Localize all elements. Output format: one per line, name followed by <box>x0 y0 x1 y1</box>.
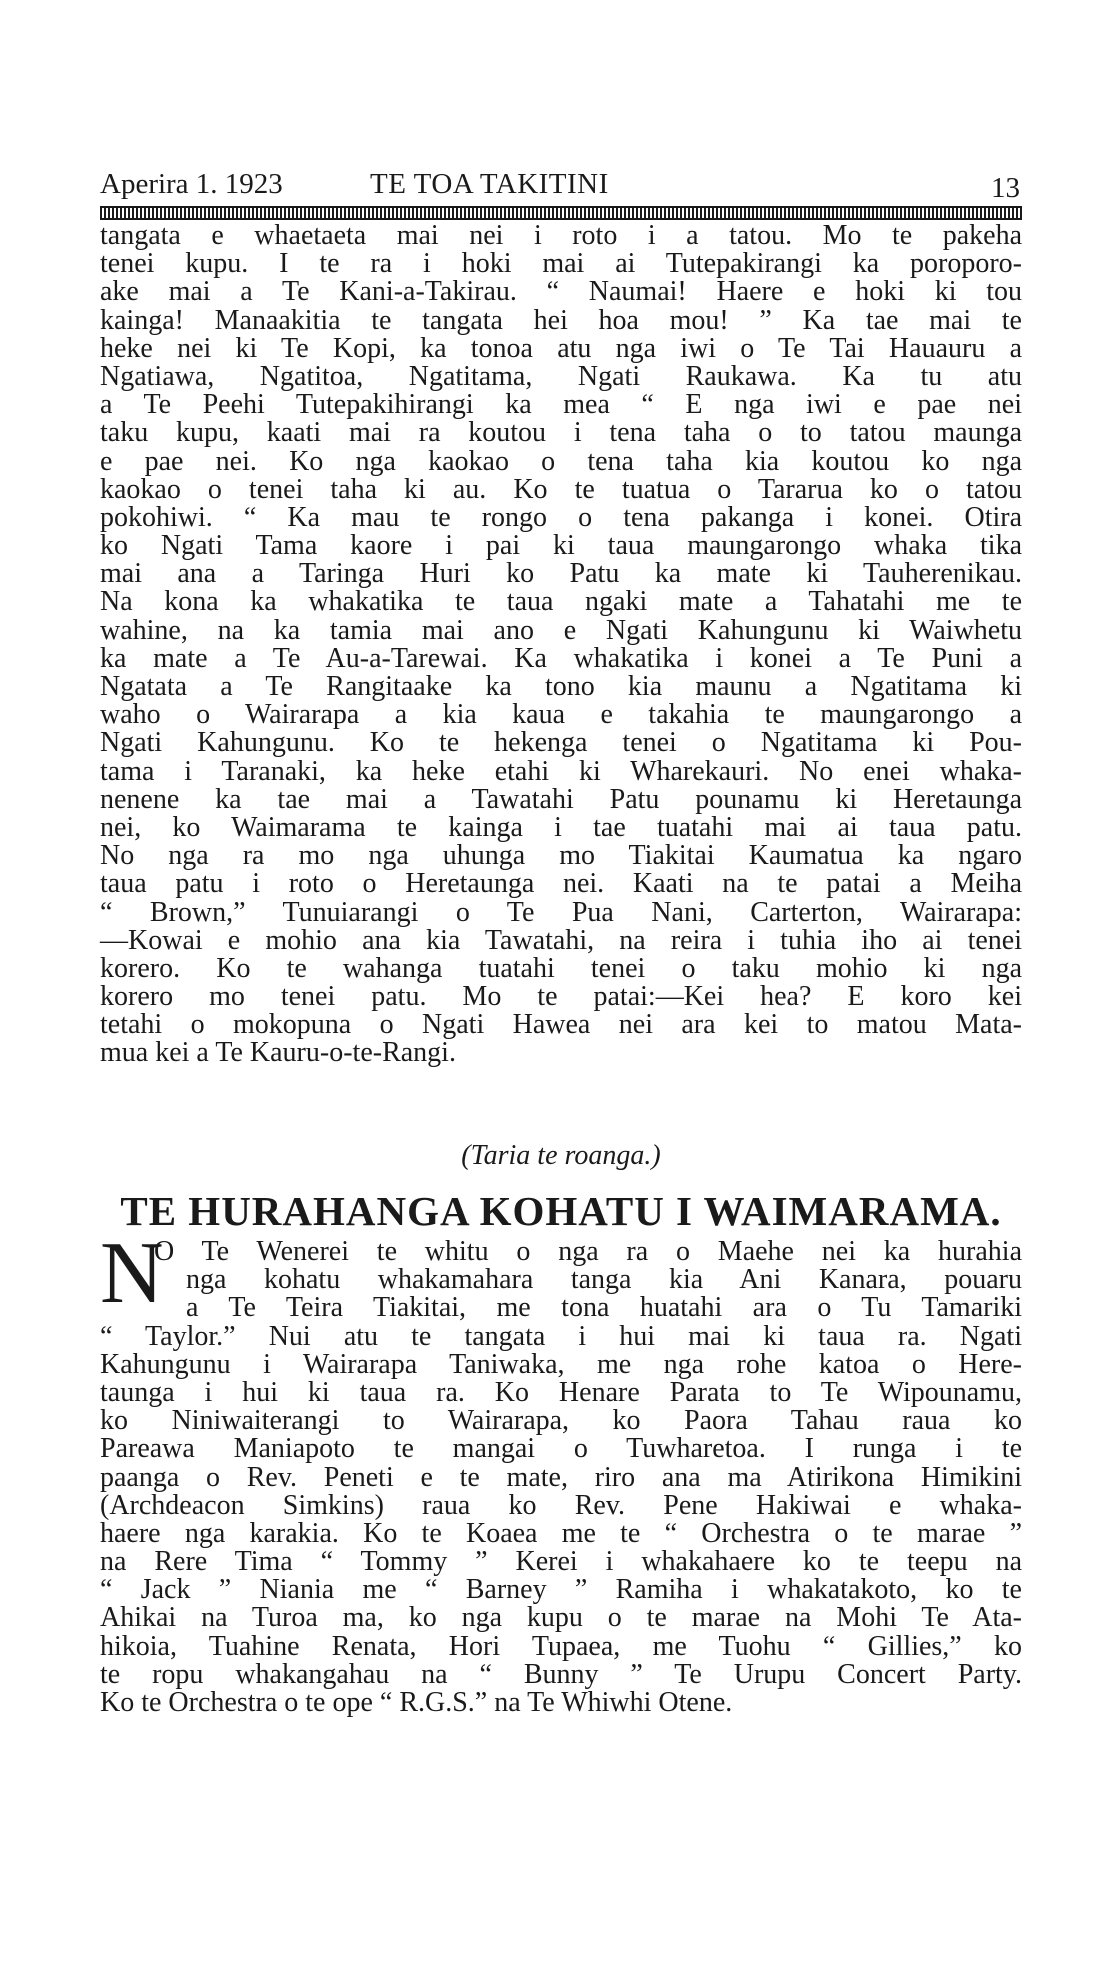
text-line: waho o Wairarapa a kia kaua e takahia te maungarongo a <box>100 699 1022 731</box>
text-line: tama i Taranaki, ka heke etahi ki Wharekauri. No enei whaka- <box>100 755 1022 787</box>
text-line: a Te Teira Tiakitai, me tona huatahi ara o Tu Tamariki <box>186 1292 1022 1324</box>
text-line: a Te Peehi Tutepakihirangi ka mea “ E nga iwi e pae nei <box>100 389 1022 421</box>
text-line: Ngatiawa, Ngatitoa, Ngatitama, Ngati Raukawa. Ka tu atu <box>100 360 1022 392</box>
text-line: na Rere Tima “ Tommy ” Kerei i whakahaere ko te teepu na <box>100 1546 1022 1578</box>
text-line: Ko te Orchestra o te ope “ R.G.S.” na Te Whiwhi Otene. <box>100 1687 733 1718</box>
text-line: hikoia, Tuahine Renata, Hori Tupaea, me Tuohu “ Gillies,” ko <box>100 1630 1022 1662</box>
text-line: “ Taylor.” Nui atu te tangata i hui mai ki taua ra. Ngati <box>100 1320 1022 1352</box>
text-line: “ Brown,” Tunuiarangi o Te Pua Nani, Carterton, Wairarapa: <box>100 896 1022 928</box>
text-line: ko Ngati Tama kaore i pai ki taua maungarongo whaka tika <box>100 530 1022 562</box>
text-line: ko Niniwaiterangi to Wairarapa, ko Paora Tahau raua ko <box>100 1405 1022 1437</box>
text-line: e pae nei. Ko nga kaokao o tena taha kia koutou ko nga <box>100 445 1022 477</box>
text-line: tenei kupu. I te ra i hoki mai ai Tutepakirangi ka poroporo- <box>100 248 1022 280</box>
publication-title: TE TOA TAKITINI <box>370 168 609 200</box>
text-line: Kahungunu i Wairarapa Taniwaka, me nga rohe katoa o Here- <box>100 1348 1022 1380</box>
text-line: tetahi o mokopuna o Ngati Hawea nei ara kei to matou Mata- <box>100 1009 1022 1041</box>
continued-note: (Taria te roanga.) <box>461 1140 661 1171</box>
text-line: korero mo tenei patu. Mo te patai:—Kei hea? E koro kei <box>100 981 1022 1013</box>
text-line: —Kowai e mohio ana kia Tawatahi, na reira i tuhia iho ai tenei <box>100 924 1022 956</box>
text-line: No nga ra mo nga uhunga mo Tiakitai Kaumatua ka ngaro <box>100 840 1022 872</box>
text-line: kaokao o tenei taha ki au. Ko te tuatua o Tararua ko o tatou <box>100 473 1022 505</box>
drop-cap: N <box>100 1225 164 1322</box>
text-line: Na kona ka whakatika te taua ngaki mate a Tahatahi me te <box>100 586 1022 618</box>
text-line: paanga o Rev. Peneti e te mate, riro ana ma Atirikona Himikini <box>100 1461 1022 1493</box>
text-line: Ahikai na Turoa ma, ko nga kupu o te marae na Mohi Te Ata- <box>100 1602 1022 1634</box>
text-line: nga kohatu whakamahara tanga kia Ani Kanara, pouaru <box>186 1264 1022 1296</box>
issue-date: Aperira 1. 1923 <box>100 168 283 200</box>
text-line: mua kei a Te Kauru-o-te-Rangi. <box>100 1037 456 1069</box>
paragraph-2 <box>100 1238 1022 1717</box>
text-line: te ropu whakangahau na “ Bunny ” Te Urupu Concert Party. <box>100 1658 1022 1690</box>
text-line: nei, ko Waimarama te kainga i tae tuatahi mai ai taua patu. <box>100 811 1022 843</box>
text-line: ka mate a Te Au-a-Tarewai. Ka whakatika i konei a Te Puni a <box>100 642 1022 674</box>
text-line: kainga! Manaakitia te tangata hei hoa mou! ” Ka tae mai te <box>100 304 1022 336</box>
text-line: taku kupu, kaati mai ra koutou i tena taha o to tatou maunga <box>100 417 1022 449</box>
text-line: ake mai a Te Kani-a-Takirau. “ Naumai! Haere e hoki ki tou <box>100 276 1022 308</box>
decorative-rule <box>100 206 1022 220</box>
text-line: Ngatata a Te Rangitaake ka tono kia maunu a Ngatitama ki <box>100 671 1022 702</box>
text-line: heke nei ki Te Kopi, ka tonoa atu nga iwi o Te Tai Hauauru a <box>100 332 1022 364</box>
text-line: pokohiwi. “ Ka mau te rongo o tena pakanga i konei. Otira <box>100 501 1022 533</box>
text-line: O Te Wenerei te whitu o nga ra o Maehe nei ka hurahia <box>154 1236 1022 1267</box>
text-line: taua patu i roto o Heretaunga nei. Kaati na te patai a Meiha <box>100 868 1022 900</box>
text-line: tangata e whaetaeta mai nei i roto i a tatou. Mo te pakeha <box>100 220 1022 251</box>
running-head <box>100 164 1020 204</box>
text-line: “ Jack ” Niania me “ Barney ” Ramiha i whakatakoto, ko te <box>100 1574 1022 1606</box>
text-line: wahine, na ka tamia mai ano e Ngati Kahungunu ki Waiwhetu <box>100 614 1022 646</box>
text-line: taunga i hui ki taua ra. Ko Henare Parata to Te Wipounamu, <box>100 1376 1022 1408</box>
page-number: 13 <box>991 172 1020 204</box>
text-line: Pareawa Maniapoto te mangai o Tuwharetoa. I runga i te <box>100 1433 1022 1465</box>
text-line: mai ana a Taringa Huri ko Patu ka mate ki Tauherenikau. <box>100 558 1022 590</box>
text-line: haere nga karakia. Ko te Koaea me te “ Orchestra o te marae ” <box>100 1517 1022 1549</box>
paragraph-1 <box>100 222 1022 1068</box>
text-line: Ngati Kahungunu. Ko te hekenga tenei o Ngatitama ki Pou- <box>100 727 1022 759</box>
text-line: korero. Ko te wahanga tuatahi tenei o taku mohio ki nga <box>100 952 1022 984</box>
text-line: nenene ka tae mai a Tawatahi Patu pounamu ki Heretaunga <box>100 783 1022 815</box>
section-heading: TE HURAHANGA KOHATU I WAIMARAMA. <box>120 1188 1002 1234</box>
text-line: (Archdeacon Simkins) raua ko Rev. Pene Hakiwai e whaka- <box>100 1489 1022 1521</box>
